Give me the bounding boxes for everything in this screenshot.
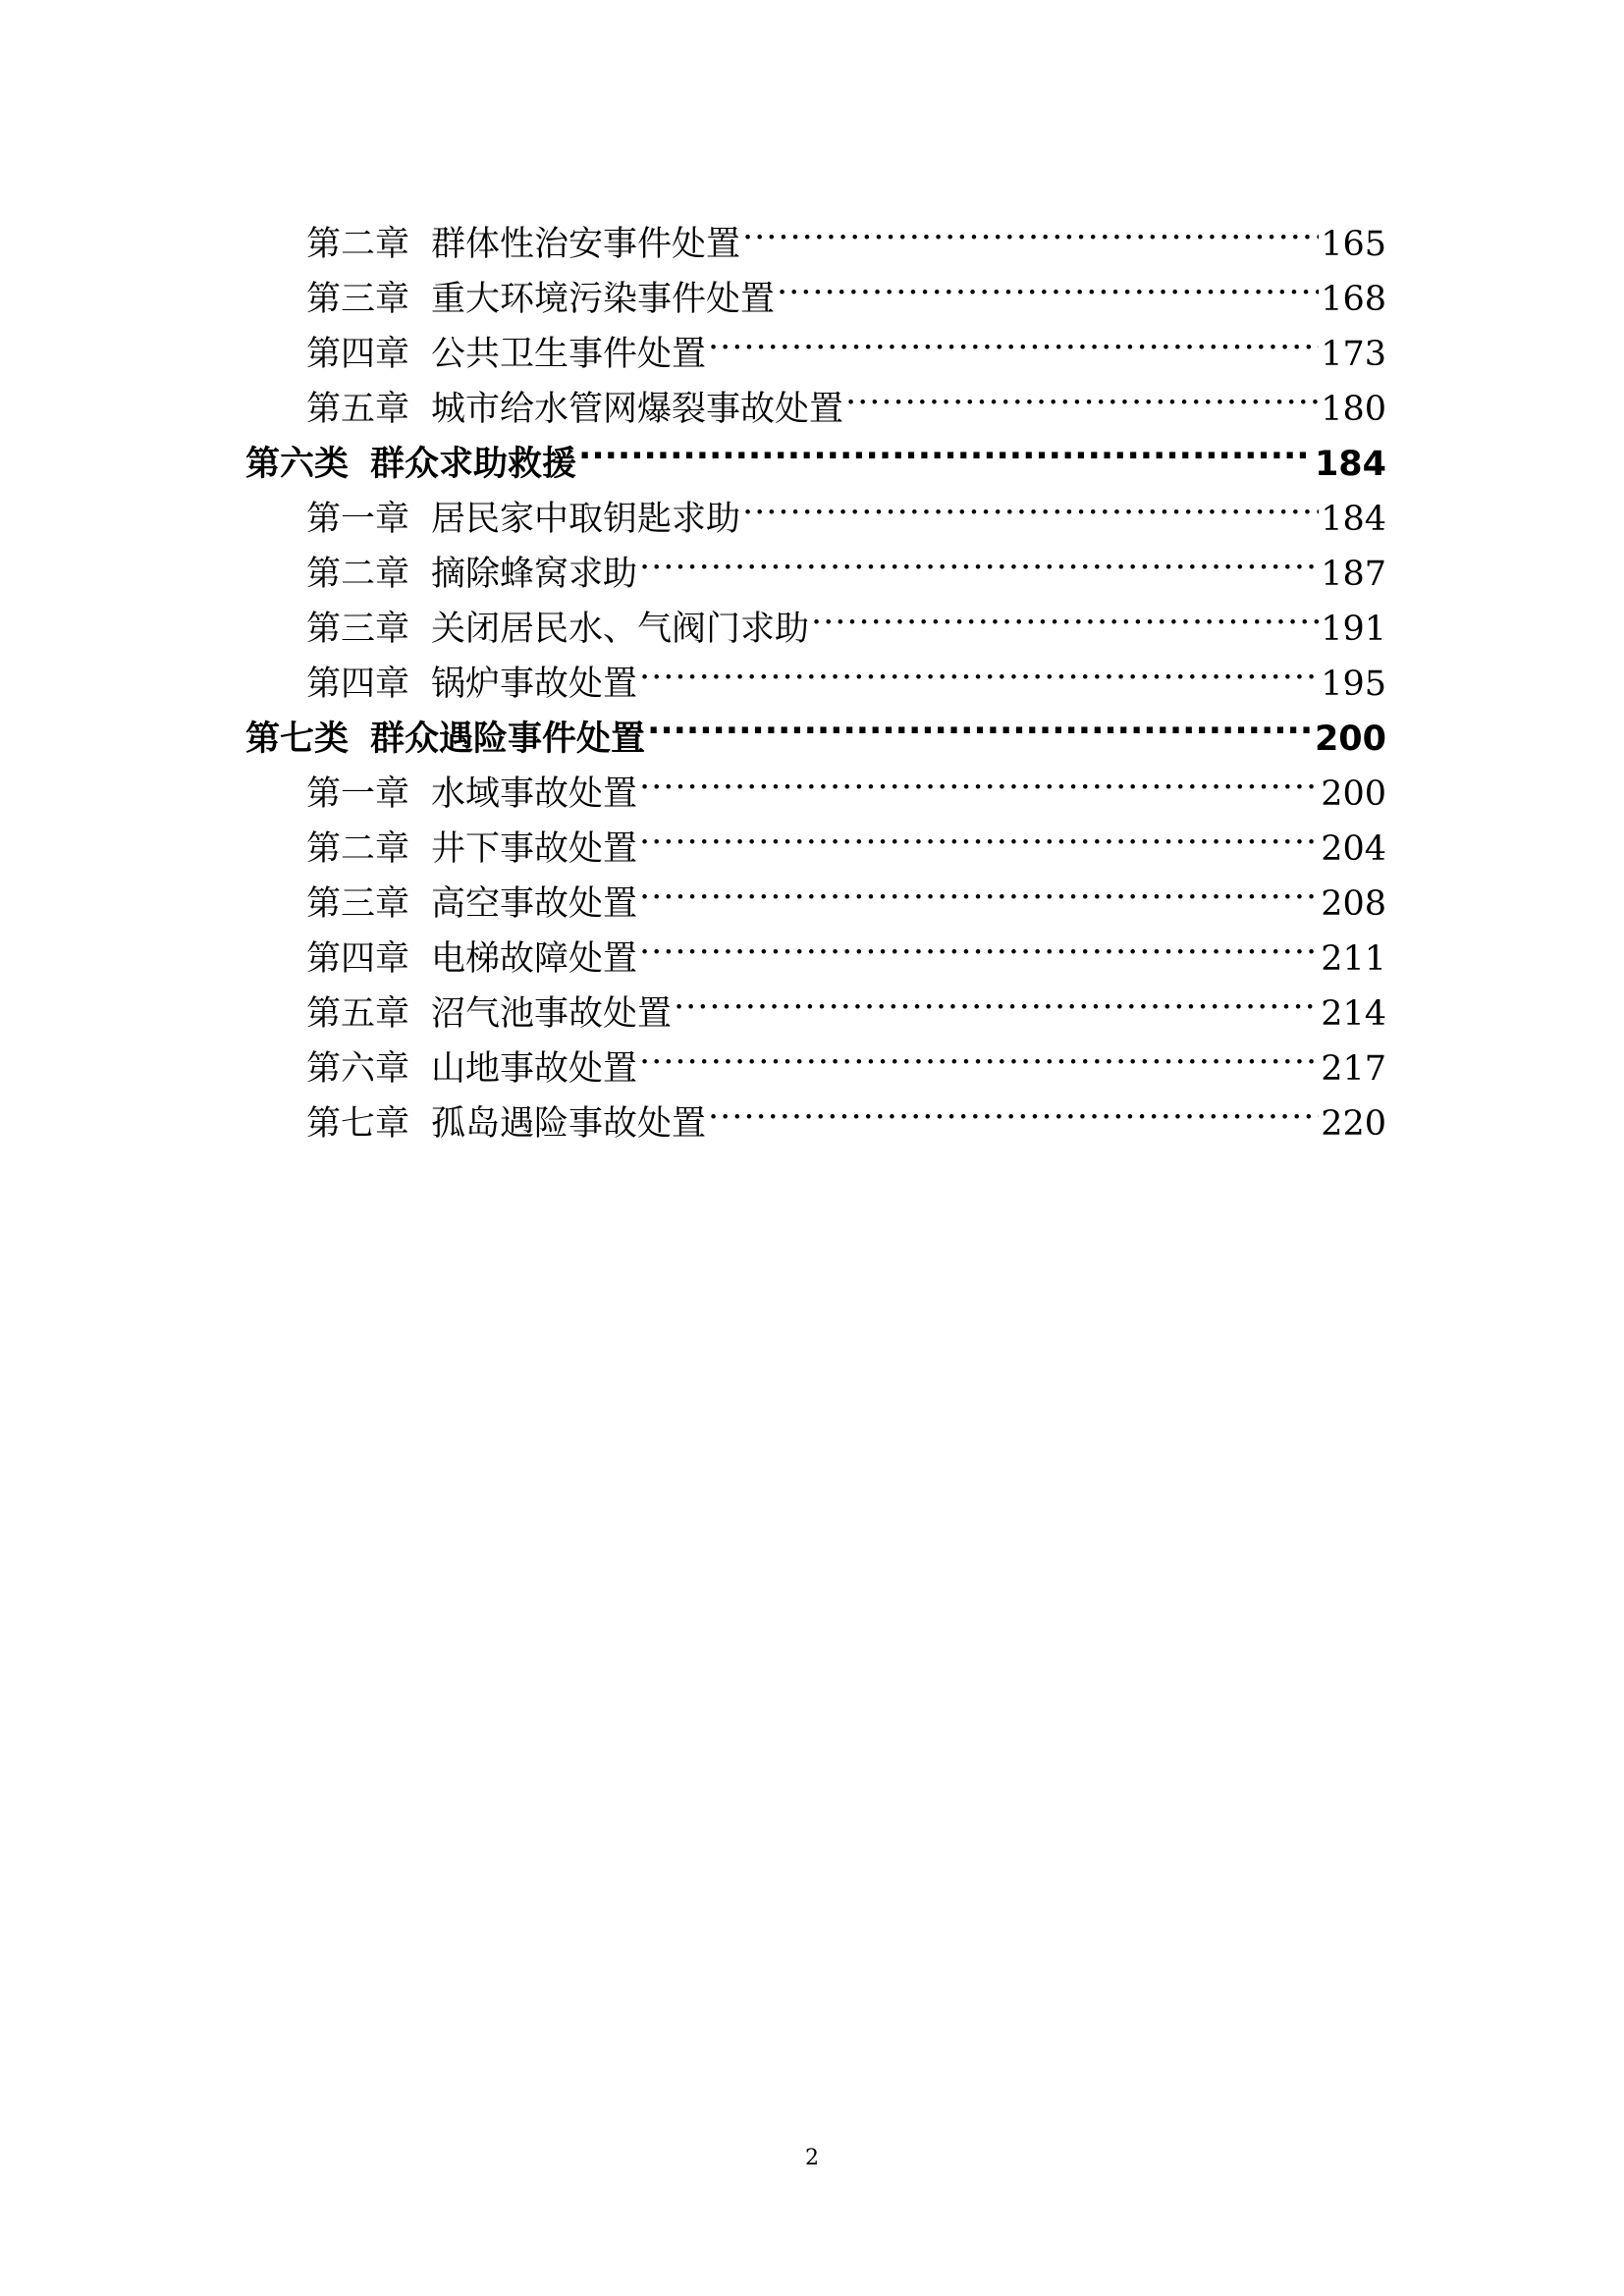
toc-dot-leader [777,255,1319,310]
toc-entry-page: 204 [1321,829,1386,869]
toc-entry[interactable] [245,640,1386,704]
toc-dot-leader [647,695,1313,750]
toc-entry[interactable] [245,365,1386,429]
toc-dot-leader [845,365,1319,420]
toc-entry-title: 关闭居民水、气阀门求助 [431,610,810,649]
toc-entry-title: 居民家中取钥匙求助 [431,500,741,539]
toc-dot-leader [674,970,1319,1025]
toc-dot-leader [639,805,1319,860]
toc-entry-title: 重大环境污染事件处置 [431,280,776,319]
toc-entry-title: 孤岛遇险事故处置 [431,1104,707,1144]
toc-dot-leader [742,200,1319,255]
toc-entry-title: 电梯故障处置 [431,939,638,979]
toc-entry-page: 191 [1321,610,1386,649]
toc-entry-number: 第二章 [306,555,410,594]
toc-entry-page: 165 [1321,225,1386,264]
toc-dot-leader [811,585,1319,640]
toc-entry-title: 摘除蜂窝求助 [431,555,638,594]
toc-category[interactable] [245,420,1386,484]
toc-entry-title: 井下事故处置 [431,829,638,869]
toc-entry[interactable] [245,805,1386,869]
toc-dot-leader [639,915,1319,970]
toc-dot-leader [639,860,1319,915]
page-number: 2 [805,2146,819,2170]
toc-entry[interactable] [245,970,1386,1034]
toc-dot-leader [639,640,1319,695]
toc-entry-number: 第五章 [306,994,410,1034]
toc-entry-page: 168 [1321,280,1386,319]
toc-entry-title: 山地事故处置 [431,1049,638,1089]
toc-entry-page: 208 [1321,884,1386,924]
toc-entry-number: 第一章 [306,774,410,814]
toc-category-page: 200 [1314,720,1386,759]
toc-entry-number: 第二章 [306,829,410,869]
toc-category-number: 第六类 [245,445,350,484]
toc-entry-page: 200 [1321,774,1386,814]
toc-entry[interactable] [245,255,1386,319]
toc-entry-page: 195 [1321,665,1386,704]
table-of-contents [245,200,1386,1144]
toc-entry-number: 第三章 [306,610,410,649]
toc-entry-title: 锅炉事故处置 [431,665,638,704]
toc-category-title: 群众求助救援 [370,445,577,484]
toc-entry[interactable] [245,915,1386,979]
toc-dot-leader [708,1080,1319,1135]
toc-entry-title: 群体性治安事件处置 [431,225,741,264]
toc-category-number: 第七类 [245,720,350,759]
toc-entry-number: 第四章 [306,939,410,979]
toc-entry-page: 217 [1321,1049,1386,1089]
toc-category-title: 群众遇险事件处置 [370,720,646,759]
toc-entry-title: 公共卫生事件处置 [431,335,707,374]
toc-entry[interactable] [245,585,1386,649]
toc-entry-title: 水域事故处置 [431,774,638,814]
toc-entry-page: 211 [1321,939,1386,979]
toc-category[interactable] [245,695,1386,759]
toc-entry-page: 173 [1321,335,1386,374]
toc-entry-page: 214 [1321,994,1386,1034]
toc-dot-leader [578,420,1313,475]
toc-entry-number: 第四章 [306,665,410,704]
toc-entry[interactable] [245,1080,1386,1144]
toc-entry[interactable] [245,860,1386,924]
toc-entry[interactable] [245,200,1386,264]
toc-entry[interactable] [245,1025,1386,1089]
toc-entry-title: 沼气池事故处置 [431,994,673,1034]
toc-entry-page: 184 [1321,500,1386,539]
toc-category-page: 184 [1314,445,1386,484]
toc-entry-number: 第六章 [306,1049,410,1089]
toc-entry-page: 180 [1321,390,1386,429]
toc-dot-leader [639,530,1319,585]
toc-entry-number: 第五章 [306,390,410,429]
toc-entry-number: 第二章 [306,225,410,264]
toc-entry-title: 高空事故处置 [431,884,638,924]
toc-entry-page: 187 [1321,555,1386,594]
toc-entry-number: 第三章 [306,884,410,924]
toc-dot-leader [708,310,1319,365]
toc-dot-leader [639,750,1319,805]
toc-entry-number: 第七章 [306,1104,410,1144]
toc-entry-number: 第一章 [306,500,410,539]
toc-entry[interactable] [245,310,1386,374]
toc-entry[interactable] [245,530,1386,594]
toc-dot-leader [639,1025,1319,1080]
toc-entry-number: 第四章 [306,335,410,374]
toc-entry-page: 220 [1321,1104,1386,1144]
toc-entry-title: 城市给水管网爆裂事故处置 [431,390,844,429]
toc-entry-number: 第三章 [306,280,410,319]
toc-dot-leader [742,475,1319,530]
